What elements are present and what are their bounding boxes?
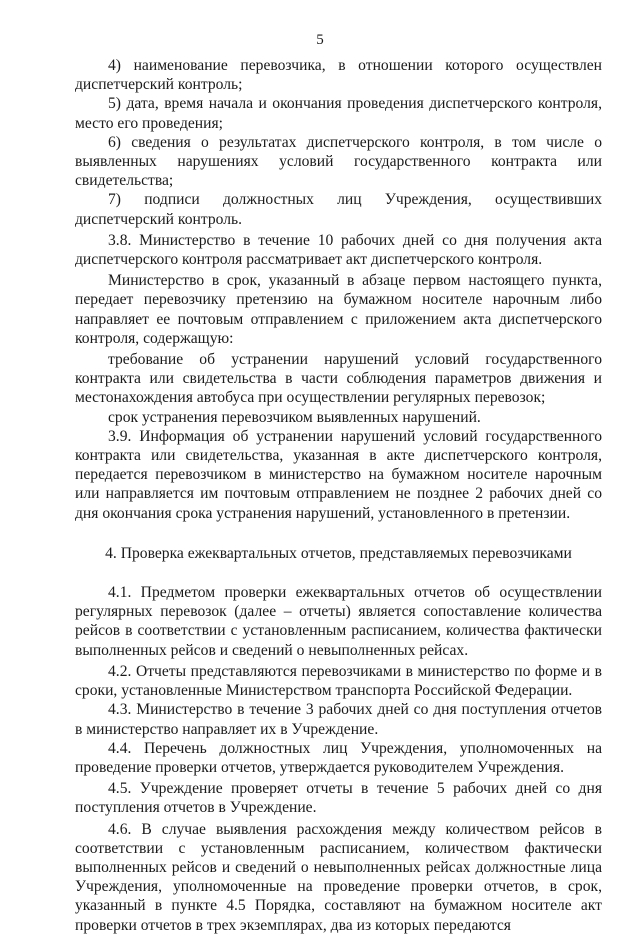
paragraph-item-6: 6) сведения о результатах диспетчерского контроля, в том числе о выявленных нарушениях условий государственного контракта или свидетельства; (75, 133, 602, 190)
paragraph-requirement: требование об устранении нарушений условий государственного контракта или свидетельства в части соблюдения параметров движения и местонахождения автобуса при осуществлении регулярных перевозок; (75, 351, 602, 407)
paragraph-4-6: 4.6. В случае выявления расхождения между количеством рейсов в соответствии с установленным расписанием, количеством фактически выполненных рейсов и сведений о невыполненных рейсах должностные лица Учреждения, уполномоченные на проведение проверки отчетов, в срок, указанный в пункте 4.5 Порядка, составляют на бумажном носителе акт проверки отчетов в трех экземплярах, два из которых передаются (75, 820, 602, 934)
paragraph-item-4: 4) наименование перевозчика, в отношении которого осуществлен диспетчерский контроль; (75, 57, 602, 94)
section-heading: 4. Проверка ежеквартальных отчетов, представляемых перевозчиками (105, 544, 572, 562)
paragraph-item-5: 5) дата, время начала и окончания проведения диспетчерского контроля, место его проведения; (75, 95, 602, 132)
paragraph-ministry-claim: Министерство в срок, указанный в абзаце первом настоящего пункта, передает перевозчику претензию на бумажном носителе нарочным либо направляет ее почтовым отправлением с приложением акта диспетчерского контроля, содержащую: (75, 272, 602, 347)
paragraph-4-3: 4.3. Министерство в течение 3 рабочих дней со дня поступления отчетов в министерство направляет их в Учреждение. (75, 701, 602, 738)
paragraph-deadline: срок устранения перевозчиком выявленных нарушений. (108, 408, 481, 426)
paragraph-4-2: 4.2. Отчеты представляются перевозчиками в министерство по форме и в сроки, установленные Министерством транспорта Российской Федерации. (75, 662, 602, 700)
paragraph-item-7: 7) подписи должностных лиц Учреждения, осуществивших диспетчерский контроль. (75, 191, 602, 228)
page-number: 5 (316, 32, 324, 48)
paragraph-4-4: 4.4. Перечень должностных лиц Учреждения, уполномоченных на проведение проверки отчетов, утверждается руководителем Учреждения. (75, 739, 602, 776)
paragraph-4-1: 4.1. Предметом проверки ежеквартальных отчетов об осуществлении регулярных перевозок (далее – отчеты) является сопоставление количества рейсов в соответствии с установленным расписанием, количества фактически выполненных рейсов и сведений о невыполненных рейсах. (75, 584, 602, 659)
paragraph-3-8: 3.8. Министерство в течение 10 рабочих дней со дня получения акта диспетчерского контроля рассматривает акт диспетчерского контроля. (75, 231, 602, 269)
paragraph-3-9: 3.9. Информация об устранении нарушений условий государственного контракта или свидетельства, указанная в акте диспетчерского контроля, передается перевозчиком в министерство на бумажном носителе нарочным или направляется им почтовым отправлением не позднее 2 рабочих дней со дня окончания срока устранения нарушений, установленного в претензии. (75, 427, 602, 522)
paragraph-4-5: 4.5. Учреждение проверяет отчеты в течение 5 рабочих дней со дня поступления отчетов в Учреждение. (75, 780, 602, 817)
document-body (75, 56, 602, 935)
